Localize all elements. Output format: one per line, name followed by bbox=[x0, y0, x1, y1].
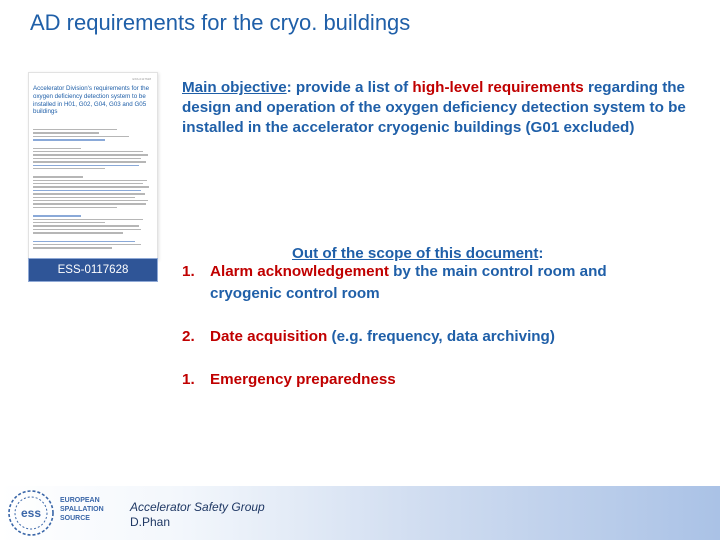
objective-highlight-1: high-level requirements bbox=[412, 79, 584, 96]
thumbnail-title: Accelerator Division's requirements for the oxygen deficiency detection system to be installed in H01, G02, G04, G03 and G05 buildings bbox=[33, 85, 150, 116]
scope-heading bbox=[292, 245, 543, 262]
footer-band bbox=[0, 486, 720, 540]
slide-title: AD requirements for the cryo. buildings bbox=[30, 10, 411, 35]
footer-group: Accelerator Safety Group bbox=[130, 500, 265, 514]
scope-item bbox=[182, 326, 710, 348]
footer-author: D.Phan bbox=[130, 515, 171, 529]
item-highlight: Emergency preparedness bbox=[210, 371, 396, 388]
item-text: (e.g. frequency, data archiving) bbox=[327, 328, 555, 345]
objective-label: Main objective bbox=[182, 79, 287, 96]
item-number: 1. bbox=[182, 371, 195, 388]
objective-text-2: regarding the design and operation of the oxygen deficiency detection system bbox=[182, 79, 685, 116]
objective-text-3: to be installed in the accelerator cryogenic buildings (G01 excluded) bbox=[182, 99, 686, 136]
item-text: by the main control room and bbox=[388, 263, 607, 280]
document-number-badge: ESS-0117628 bbox=[28, 258, 158, 282]
item-text-continued: cryogenic control room bbox=[210, 285, 380, 302]
item-number: 2. bbox=[182, 328, 195, 345]
scope-label: Out of the scope of this document bbox=[292, 245, 539, 262]
scope-item bbox=[182, 261, 710, 305]
scope-colon: : bbox=[538, 245, 544, 262]
item-highlight: Date acquisition bbox=[210, 328, 328, 345]
footer-credits bbox=[130, 500, 265, 530]
ess-logo-icon bbox=[6, 488, 56, 538]
item-number: 1. bbox=[182, 263, 195, 280]
logo-wordmark: EUROPEAN SPALLATION SOURCE bbox=[60, 497, 104, 522]
thumbnail-text-lines bbox=[33, 129, 153, 251]
svg-text:ess: ess bbox=[20, 506, 42, 520]
document-thumbnail bbox=[28, 72, 158, 260]
scope-item bbox=[182, 369, 710, 391]
main-objective bbox=[182, 78, 710, 138]
thumbnail-code: ESS-0117628 bbox=[132, 77, 151, 81]
objective-sep: : provide a list of bbox=[286, 79, 413, 96]
item-highlight: Alarm acknowledgement bbox=[210, 263, 389, 280]
